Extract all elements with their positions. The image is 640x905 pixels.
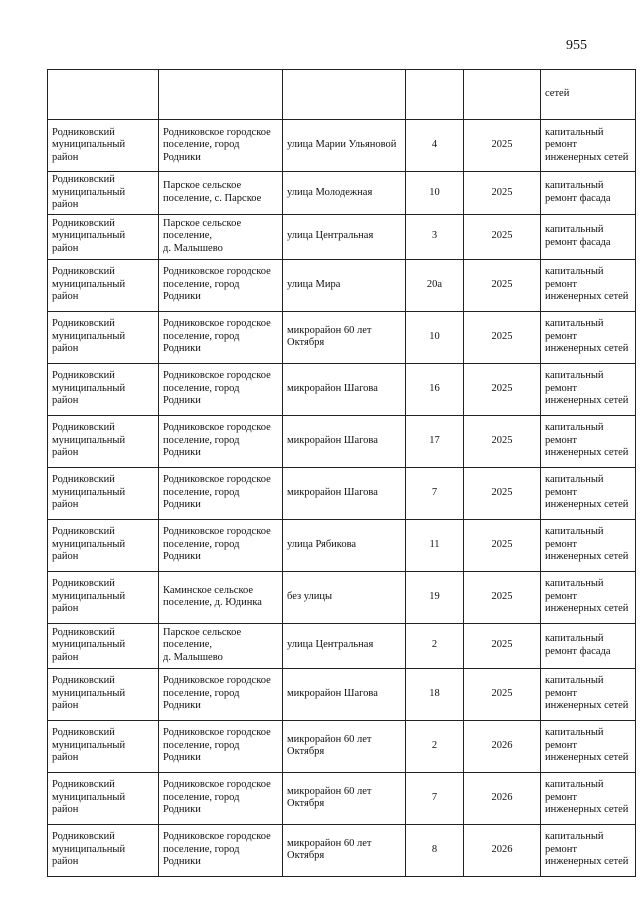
cell-work: капитальный ремонт инженерных сетей <box>541 363 636 415</box>
table-row <box>48 259 636 311</box>
cell-settlement: Родниковское городское поселение, город Родники <box>159 120 283 172</box>
table-row-continued <box>48 70 636 120</box>
cell-house: 10 <box>406 311 464 363</box>
cell-district: Родниковский муниципальный район <box>48 311 159 363</box>
cell-street: без улицы <box>283 571 406 623</box>
cell-house: 17 <box>406 415 464 467</box>
cell-work: капитальный ремонт инженерных сетей <box>541 311 636 363</box>
cell-street: микрорайон Шагова <box>283 668 406 720</box>
cell-settlement: Родниковское городское поселение, город Родники <box>159 259 283 311</box>
cell-street: улица Центральная <box>283 623 406 668</box>
cell-district: Родниковский муниципальный район <box>48 720 159 772</box>
cell-year: 2026 <box>464 824 541 876</box>
table-row <box>48 467 636 519</box>
cell-district: Родниковский муниципальный район <box>48 519 159 571</box>
cell-street: микрорайон 60 лет Октября <box>283 720 406 772</box>
cell-house: 8 <box>406 824 464 876</box>
cell-settlement: Родниковское городское поселение, город Родники <box>159 720 283 772</box>
table-row <box>48 363 636 415</box>
cell-district: Родниковский муниципальный район <box>48 668 159 720</box>
cell-work: капитальный ремонт инженерных сетей <box>541 415 636 467</box>
cell-year: 2025 <box>464 363 541 415</box>
cell-work: капитальный ремонт инженерных сетей <box>541 120 636 172</box>
cell-settlement: Родниковское городское поселение, город Родники <box>159 415 283 467</box>
cell-year: 2025 <box>464 571 541 623</box>
cell-work: капитальный ремонт инженерных сетей <box>541 824 636 876</box>
cell-house: 2 <box>406 720 464 772</box>
cell-settlement: Парское сельское поселение, д. Малышево <box>159 623 283 668</box>
table-row <box>48 824 636 876</box>
cell-district: Родниковский муниципальный район <box>48 214 159 259</box>
cell-year: 2025 <box>464 467 541 519</box>
cell-work: сетей <box>541 70 636 120</box>
cell-year: 2025 <box>464 415 541 467</box>
table-row <box>48 120 636 172</box>
cell-house: 11 <box>406 519 464 571</box>
cell-street: улица Центральная <box>283 214 406 259</box>
repair-schedule-table <box>47 69 636 877</box>
cell-settlement: Родниковское городское поселение, город Родники <box>159 772 283 824</box>
page-number: 955 <box>566 38 587 53</box>
cell-year: 2025 <box>464 623 541 668</box>
cell-work: капитальный ремонт инженерных сетей <box>541 772 636 824</box>
cell-house: 19 <box>406 571 464 623</box>
cell-house: 18 <box>406 668 464 720</box>
cell-work: капитальный ремонт фасада <box>541 214 636 259</box>
cell-work: капитальный ремонт инженерных сетей <box>541 720 636 772</box>
cell-house: 4 <box>406 120 464 172</box>
cell-house: 3 <box>406 214 464 259</box>
cell-year <box>464 70 541 120</box>
cell-year: 2026 <box>464 720 541 772</box>
cell-district: Родниковский муниципальный район <box>48 571 159 623</box>
cell-year: 2025 <box>464 172 541 215</box>
table-row <box>48 519 636 571</box>
cell-settlement: Родниковское городское поселение, город Родники <box>159 363 283 415</box>
cell-settlement: Парское сельское поселение, с. Парское <box>159 172 283 215</box>
cell-district: Родниковский муниципальный район <box>48 467 159 519</box>
cell-district: Родниковский муниципальный район <box>48 259 159 311</box>
cell-house <box>406 70 464 120</box>
cell-street: микрорайон 60 лет Октября <box>283 772 406 824</box>
cell-settlement: Каминское сельское поселение, д. Юдинка <box>159 571 283 623</box>
cell-street: микрорайон 60 лет Октября <box>283 824 406 876</box>
cell-work: капитальный ремонт инженерных сетей <box>541 571 636 623</box>
cell-house: 10 <box>406 172 464 215</box>
cell-district: Родниковский муниципальный район <box>48 415 159 467</box>
cell-house: 20а <box>406 259 464 311</box>
cell-year: 2025 <box>464 519 541 571</box>
cell-year: 2025 <box>464 259 541 311</box>
cell-house: 2 <box>406 623 464 668</box>
cell-house: 16 <box>406 363 464 415</box>
cell-street: микрорайон Шагова <box>283 415 406 467</box>
cell-year: 2025 <box>464 214 541 259</box>
table-row <box>48 311 636 363</box>
cell-year: 2026 <box>464 772 541 824</box>
cell-year: 2025 <box>464 668 541 720</box>
cell-district: Родниковский муниципальный район <box>48 623 159 668</box>
table-body <box>48 70 636 877</box>
cell-district: Родниковский муниципальный район <box>48 772 159 824</box>
cell-work: капитальный ремонт фасада <box>541 623 636 668</box>
cell-settlement: Родниковское городское поселение, город Родники <box>159 519 283 571</box>
cell-work: капитальный ремонт фасада <box>541 172 636 215</box>
cell-settlement: Родниковское городское поселение, город Родники <box>159 824 283 876</box>
table-row <box>48 668 636 720</box>
cell-house: 7 <box>406 772 464 824</box>
cell-street: микрорайон Шагова <box>283 363 406 415</box>
cell-street: улица Молодежная <box>283 172 406 215</box>
cell-district <box>48 70 159 120</box>
cell-year: 2025 <box>464 311 541 363</box>
table-row <box>48 571 636 623</box>
cell-district: Родниковский муниципальный район <box>48 824 159 876</box>
cell-work: капитальный ремонт инженерных сетей <box>541 668 636 720</box>
cell-district: Родниковский муниципальный район <box>48 120 159 172</box>
cell-street: улица Рябикова <box>283 519 406 571</box>
cell-settlement: Родниковское городское поселение, город Родники <box>159 311 283 363</box>
cell-street: улица Марии Ульяновой <box>283 120 406 172</box>
cell-settlement: Родниковское городское поселение, город Родники <box>159 467 283 519</box>
cell-house: 7 <box>406 467 464 519</box>
cell-settlement <box>159 70 283 120</box>
cell-work: капитальный ремонт инженерных сетей <box>541 467 636 519</box>
table-row <box>48 720 636 772</box>
table-row <box>48 623 636 668</box>
table-row <box>48 772 636 824</box>
cell-year: 2025 <box>464 120 541 172</box>
cell-work: капитальный ремонт инженерных сетей <box>541 259 636 311</box>
cell-settlement: Родниковское городское поселение, город Родники <box>159 668 283 720</box>
cell-street <box>283 70 406 120</box>
cell-work: капитальный ремонт инженерных сетей <box>541 519 636 571</box>
cell-street: улица Мира <box>283 259 406 311</box>
table-row <box>48 214 636 259</box>
table-row <box>48 172 636 215</box>
cell-settlement: Парское сельское поселение, д. Малышево <box>159 214 283 259</box>
cell-street: микрорайон Шагова <box>283 467 406 519</box>
cell-street: микрорайон 60 лет Октября <box>283 311 406 363</box>
cell-district: Родниковский муниципальный район <box>48 172 159 215</box>
cell-district: Родниковский муниципальный район <box>48 363 159 415</box>
table-row <box>48 415 636 467</box>
